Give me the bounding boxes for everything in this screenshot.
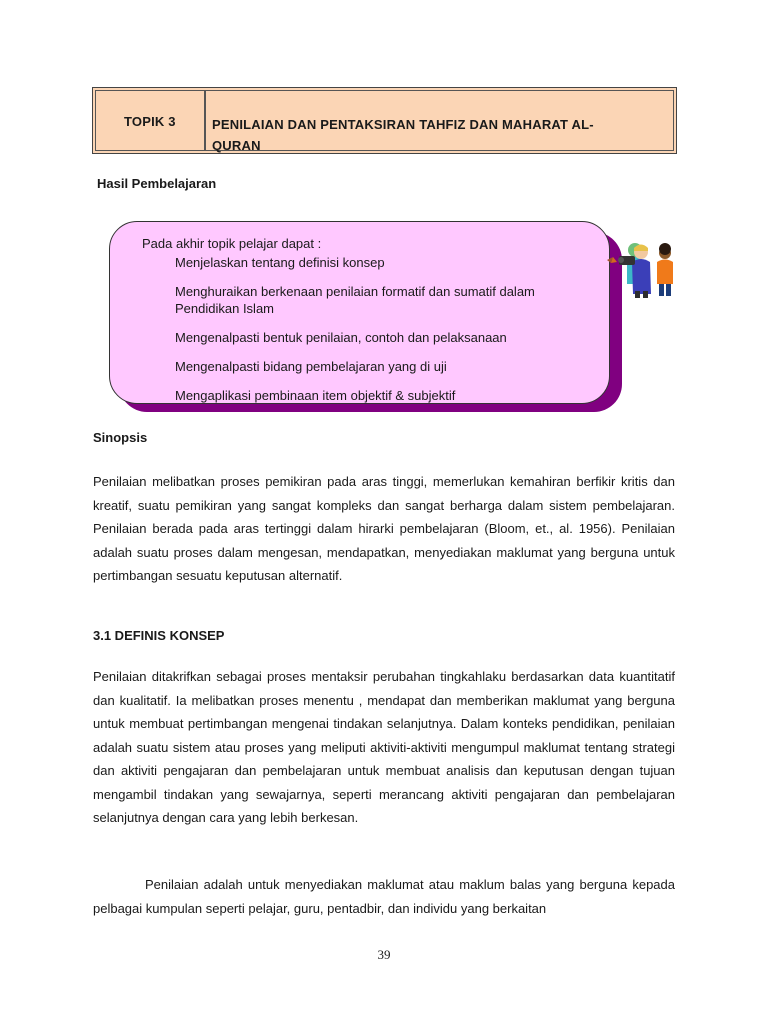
topic-title-cell — [205, 90, 674, 151]
section-3-1-paragraph-2: Penilaian adalah untuk menyediakan maklumat atau maklum balas yang berguna kepada pelbagai kumpulan seperti pelajar, guru, pentadbir, dan individu yang berkaitan — [93, 877, 675, 916]
section-3-1-heading: 3.1 DEFINIS KONSEP — [93, 628, 225, 643]
section-3-1-paragraph-1: Penilaian ditakrifkan sebagai proses mentaksir perubahan tingkahlaku berdasarkan data kuantitatif dan kualitatif. Ia melibatkan proses menentu , mendapat dan memberikan maklumat yang berguna untuk membuat pertimbangan mengenai tindakan selanjutnya. Dalam konteks pendidikan, penilaian adalah suatu sistem atau proses yang meliputi aktiviti-aktiviti mengumpul maklumat tentang strategi dan aktiviti pengajaran dan pembelajaran untuk membuat analisis dan keputusan dengan tujuan mengambil tindakan yang sewajarnya, seperti merancang aktiviti pengajaran dan pembelajaran selanjutnya dengan cara yang lebih berkesan. — [93, 669, 675, 825]
learning-outcomes-intro: Pada akhir topik pelajar dapat : — [142, 236, 322, 251]
learning-outcome-item: Menghuraikan berkenaan penilaian formatif dan sumatif dalam Pendidikan Islam — [175, 284, 535, 316]
learning-outcome-item: Mengaplikasi pembinaan item objektif & subjektif — [175, 388, 456, 403]
learning-outcomes-list — [175, 254, 595, 404]
synopsis-paragraph: Penilaian melibatkan proses pemikiran pada aras tinggi, memerlukan kemahiran berfikir kritis dan kreatif, suatu pemikiran yang sangat kompleks dan sangat berharga dalam sistem pembelajaran. Penilaian berada pada aras tertinggi dalam hirarki pembelajaran (Bloom, et., al. 1956). Penilaian adalah suatu proses dalam mengesan, mendapatkan, menyediakan maklumat yang berguna untuk pertimbangan sesuatu keputusan alternatif. — [93, 474, 675, 583]
learning-outcome-item: Mengenalpasti bentuk penilaian, contoh dan pelaksanaan — [175, 330, 507, 345]
topic-label-cell — [95, 90, 205, 151]
learning-outcome-item: Mengenalpasti bidang pembelajaran yang di uji — [175, 359, 447, 374]
learning-outcomes-box — [109, 221, 610, 404]
synopsis-heading: Sinopsis — [93, 430, 148, 445]
page-number: 39 — [377, 947, 391, 962]
topic-label: TOPIK 3 — [124, 114, 176, 129]
students-camera-clipart-icon — [605, 238, 680, 300]
learning-outcomes-heading: Hasil Pembelajaran — [97, 176, 217, 191]
topic-title: PENILAIAN DAN PENTAKSIRAN TAHFIZ DAN MAHARAT AL-QURAN — [212, 117, 594, 153]
learning-outcome-item: Menjelaskan tentang definisi konsep — [175, 255, 385, 270]
topic-header-table — [92, 87, 677, 154]
